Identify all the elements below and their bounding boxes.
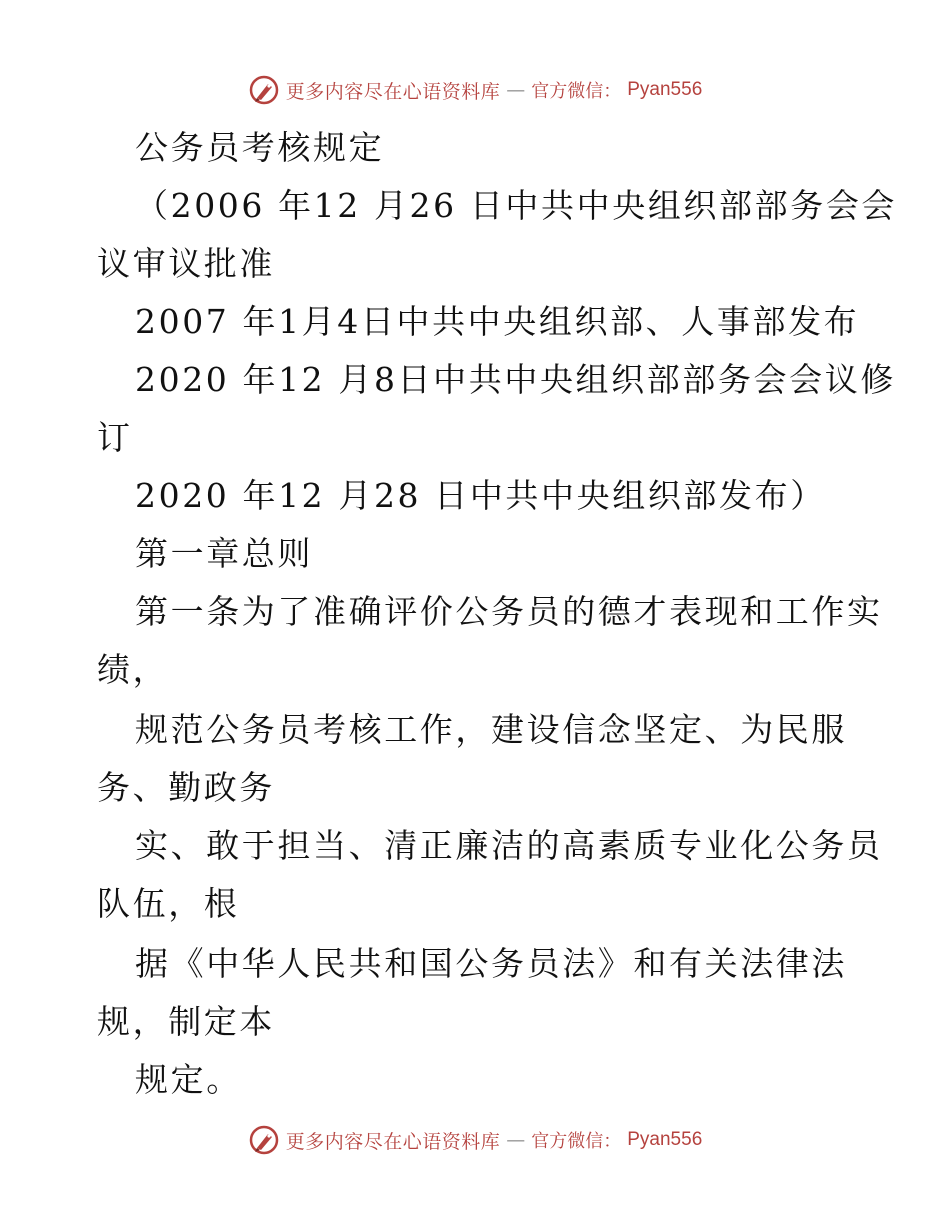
banner-wechat-label: 官方微信： (531, 1131, 622, 1152)
banner-site-text: 更多内容尽在心语资料库 (285, 80, 501, 103)
chapter-heading: 第一章总则 (135, 534, 313, 573)
document-title: 公务员考核规定 (135, 128, 385, 167)
text-line: 据《中华人民共和国公务员法》和有关法律法 (135, 944, 847, 983)
banner-wechat-label: 官方微信： (531, 81, 622, 102)
text-line: 2020 年12 月8日中共中央组织部部务会会议修 (135, 360, 896, 399)
text-line: 规，制定本 (97, 1002, 275, 1041)
banner-wechat-id: Pyan556 (627, 1129, 703, 1150)
text-line: 实、敢于担当、清正廉洁的高素质专业化公务员 (135, 826, 883, 865)
pen-nib-logo-icon (248, 74, 280, 106)
text-line: 绩， (97, 650, 169, 689)
banner-wechat-id: Pyan556 (627, 79, 703, 100)
banner-dash: — (506, 1129, 526, 1151)
text-line: 2007 年1月4日中共中央组织部、人事部发布 (135, 302, 860, 341)
text-line: 务、勤政务 (97, 768, 275, 807)
header-watermark-banner (0, 70, 950, 110)
text-line: 2020 年12 月28 日中共中央组织部发布） (135, 476, 826, 515)
text-line: 议审议批准 (97, 244, 275, 283)
text-line: 队伍，根 (97, 884, 240, 923)
banner-dash: — (506, 79, 526, 101)
text-line: 第一条为了准确评价公务员的德才表现和工作实 (135, 592, 883, 631)
text-line: 规定。 (135, 1060, 242, 1099)
banner-site-text: 更多内容尽在心语资料库 (285, 1130, 501, 1153)
text-line: 订 (97, 418, 133, 457)
footer-watermark-banner (0, 1120, 950, 1160)
text-line: （2006 年12 月26 日中共中央组织部部务会会 (135, 186, 898, 225)
pen-nib-logo-icon (248, 1124, 280, 1156)
text-line: 规范公务员考核工作，建设信念坚定、为民服 (135, 710, 847, 749)
